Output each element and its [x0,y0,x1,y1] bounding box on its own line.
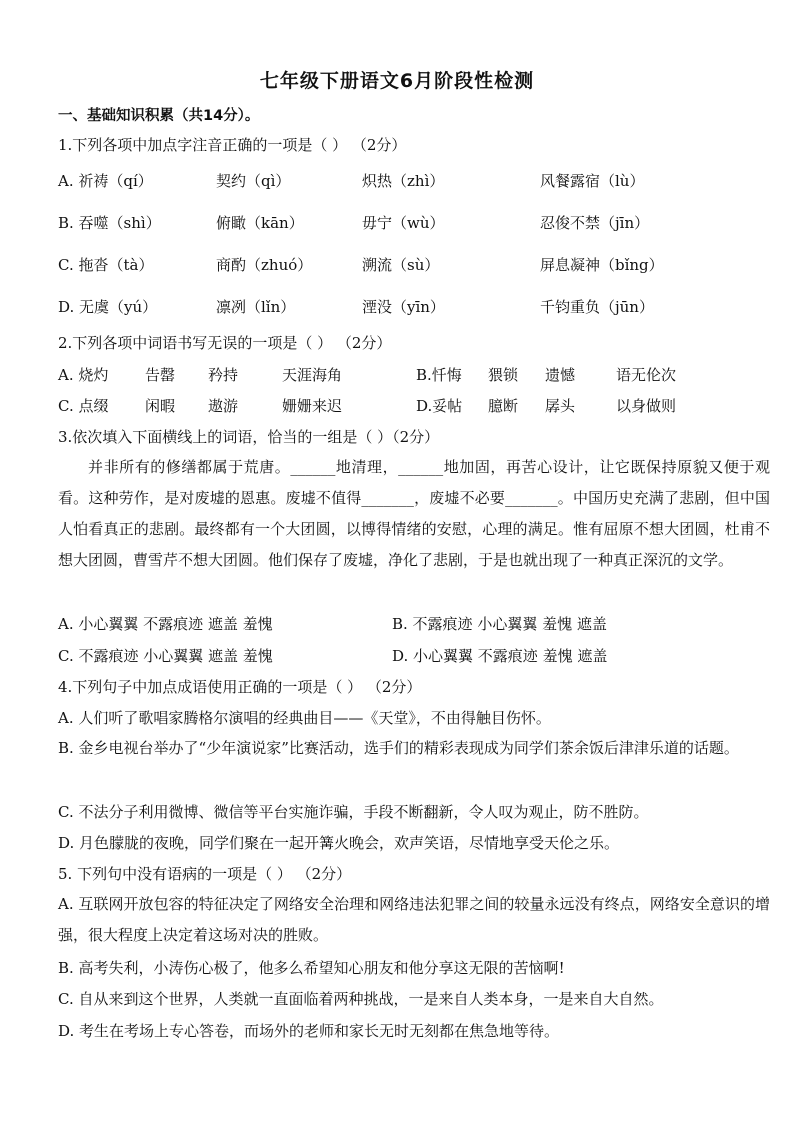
q3-option: D. 小心翼翼 不露痕迹 羞愧 遮盖 [392,647,608,665]
q1-option: 契约（qì） [216,172,291,190]
q3-option: B. 不露痕迹 小心翼翼 羞愧 遮盖 [392,615,607,633]
q1-stem: 1.下列各项中加点字注音正确的一项是（ ） （2分） [58,136,407,154]
q1-option: 炽热（zhì） [362,172,445,190]
q3-option: A. 小心翼翼 不露痕迹 遮盖 羞愧 [58,615,273,633]
q3-option: C. 不露痕迹 小心翼翼 遮盖 羞愧 [58,647,273,665]
q1-option: 凛冽（lǐn） [216,298,296,316]
q2-option: 矜持 [208,366,239,384]
q1-option: B. 吞噬（shì） [58,214,161,232]
q2-option: 遨游 [208,397,239,415]
q2-option: D.妥帖 [416,397,463,415]
q2-option: A. 烧灼 [58,366,109,384]
q4-option-c: C. 不法分子利用微博、微信等平台实施诈骗，手段不断翻新，令人叹为观止，防不胜防。 [58,803,649,821]
q2-option: 臆断 [488,397,519,415]
q3-stem: 3.依次填入下面横线上的词语，恰当的一组是（ ）（2分） [58,428,440,446]
q4-option-b: B. 金乡电视台举办了“少年演说家”比赛活动，选手们的精彩表现成为同学们茶余饭后津津乐道的话题。 [58,739,739,757]
page-title: 七年级下册语文6月阶段性检测 [259,70,535,92]
q1-option: 毋宁（wù） [362,214,445,232]
q3-passage: 并非所有的修缮都属于荒唐。______地清理，______地加固，再苦心设计，让它既保持原貌又便于观看。这种劳作，是对废墟的恩惠。废墟不值得_______，废墟不必要_______。中国历史充满了悲剧，但中国人怕看真正的悲剧。最终都有一个大团圆，以博得情绪的安慰，心理的满足。惟有屈原不想大团圆，杜甫不想大团圆，曹雪芹不想大团圆。他们保存了废墟，净化了悲剧，于是也就出现了一种真正深沉的文学。 [58,458,770,569]
q2-option: 天涯海角 [282,366,343,384]
q2-option: 猥锁 [488,366,519,384]
q4-stem: 4.下列句子中加点成语使用正确的一项是（ ） （2分） [58,678,422,696]
q2-option: B.忏悔 [416,366,462,384]
q2-option: 以身做则 [616,397,677,415]
q4-option-a: A. 人们听了歌唱家腾格尔演唱的经典曲目——《天堂》，不由得触目伤怀。 [58,709,551,727]
q5-option-b: B. 高考失利，小涛伤心极了，他多么希望知心朋友和他分享这无限的苦恼啊! [58,959,565,977]
q1-option: 忍俊不禁（jīn） [540,214,650,232]
q1-option: 风餐露宿（lù） [540,172,645,190]
q5-option-c: C. 自从来到这个世界，人类就一直面临着两种挑战，一是来自人类本身，一是来自大自然。 [58,990,664,1008]
q1-option: 千钧重负（jūn） [540,298,654,316]
q1-option: 溯流（sù） [362,256,440,274]
q1-option: A. 祈祷（qí） [58,172,153,190]
q5-stem: 5. 下列句中没有语病的一项是（ ） （2分） [58,865,352,883]
q2-stem: 2.下列各项中词语书写无误的一项是（ ） （2分） [58,334,392,352]
q1-option: 商酌（zhuó） [216,256,313,274]
q1-option: 俯瞰（kān） [216,214,304,232]
q2-option: 告罄 [145,366,176,384]
q4-option-d: D. 月色朦胧的夜晚，同学们聚在一起开篝火晚会，欢声笑语，尽情地享受天伦之乐。 [58,834,620,852]
q2-option: C. 点缀 [58,397,109,415]
q5-option-a: A. 互联网开放包容的特征决定了网络安全治理和网络违法犯罪之间的较量永远没有终点，网络安全意识的增强，很大程度上决定着这场对决的胜败。 [58,895,770,944]
q1-option: 屏息凝神（bǐng） [540,256,664,274]
q5-option-d: D. 考生在考场上专心答卷，而场外的老师和家长无时无刻都在焦急地等待。 [58,1022,560,1040]
q1-option: 湮没（yīn） [362,298,445,316]
q1-option: C. 拖沓（tà） [58,256,154,274]
q2-option: 遗憾 [545,366,576,384]
q2-option: 姗姗来迟 [282,397,343,415]
q1-option: D. 无虞（yú） [58,298,158,316]
q2-option: 语无伦次 [616,366,677,384]
q2-option: 孱头 [545,397,576,415]
q2-option: 闲暇 [145,397,176,415]
section-heading: 一、基础知识积累（共14分）。 [58,108,260,124]
